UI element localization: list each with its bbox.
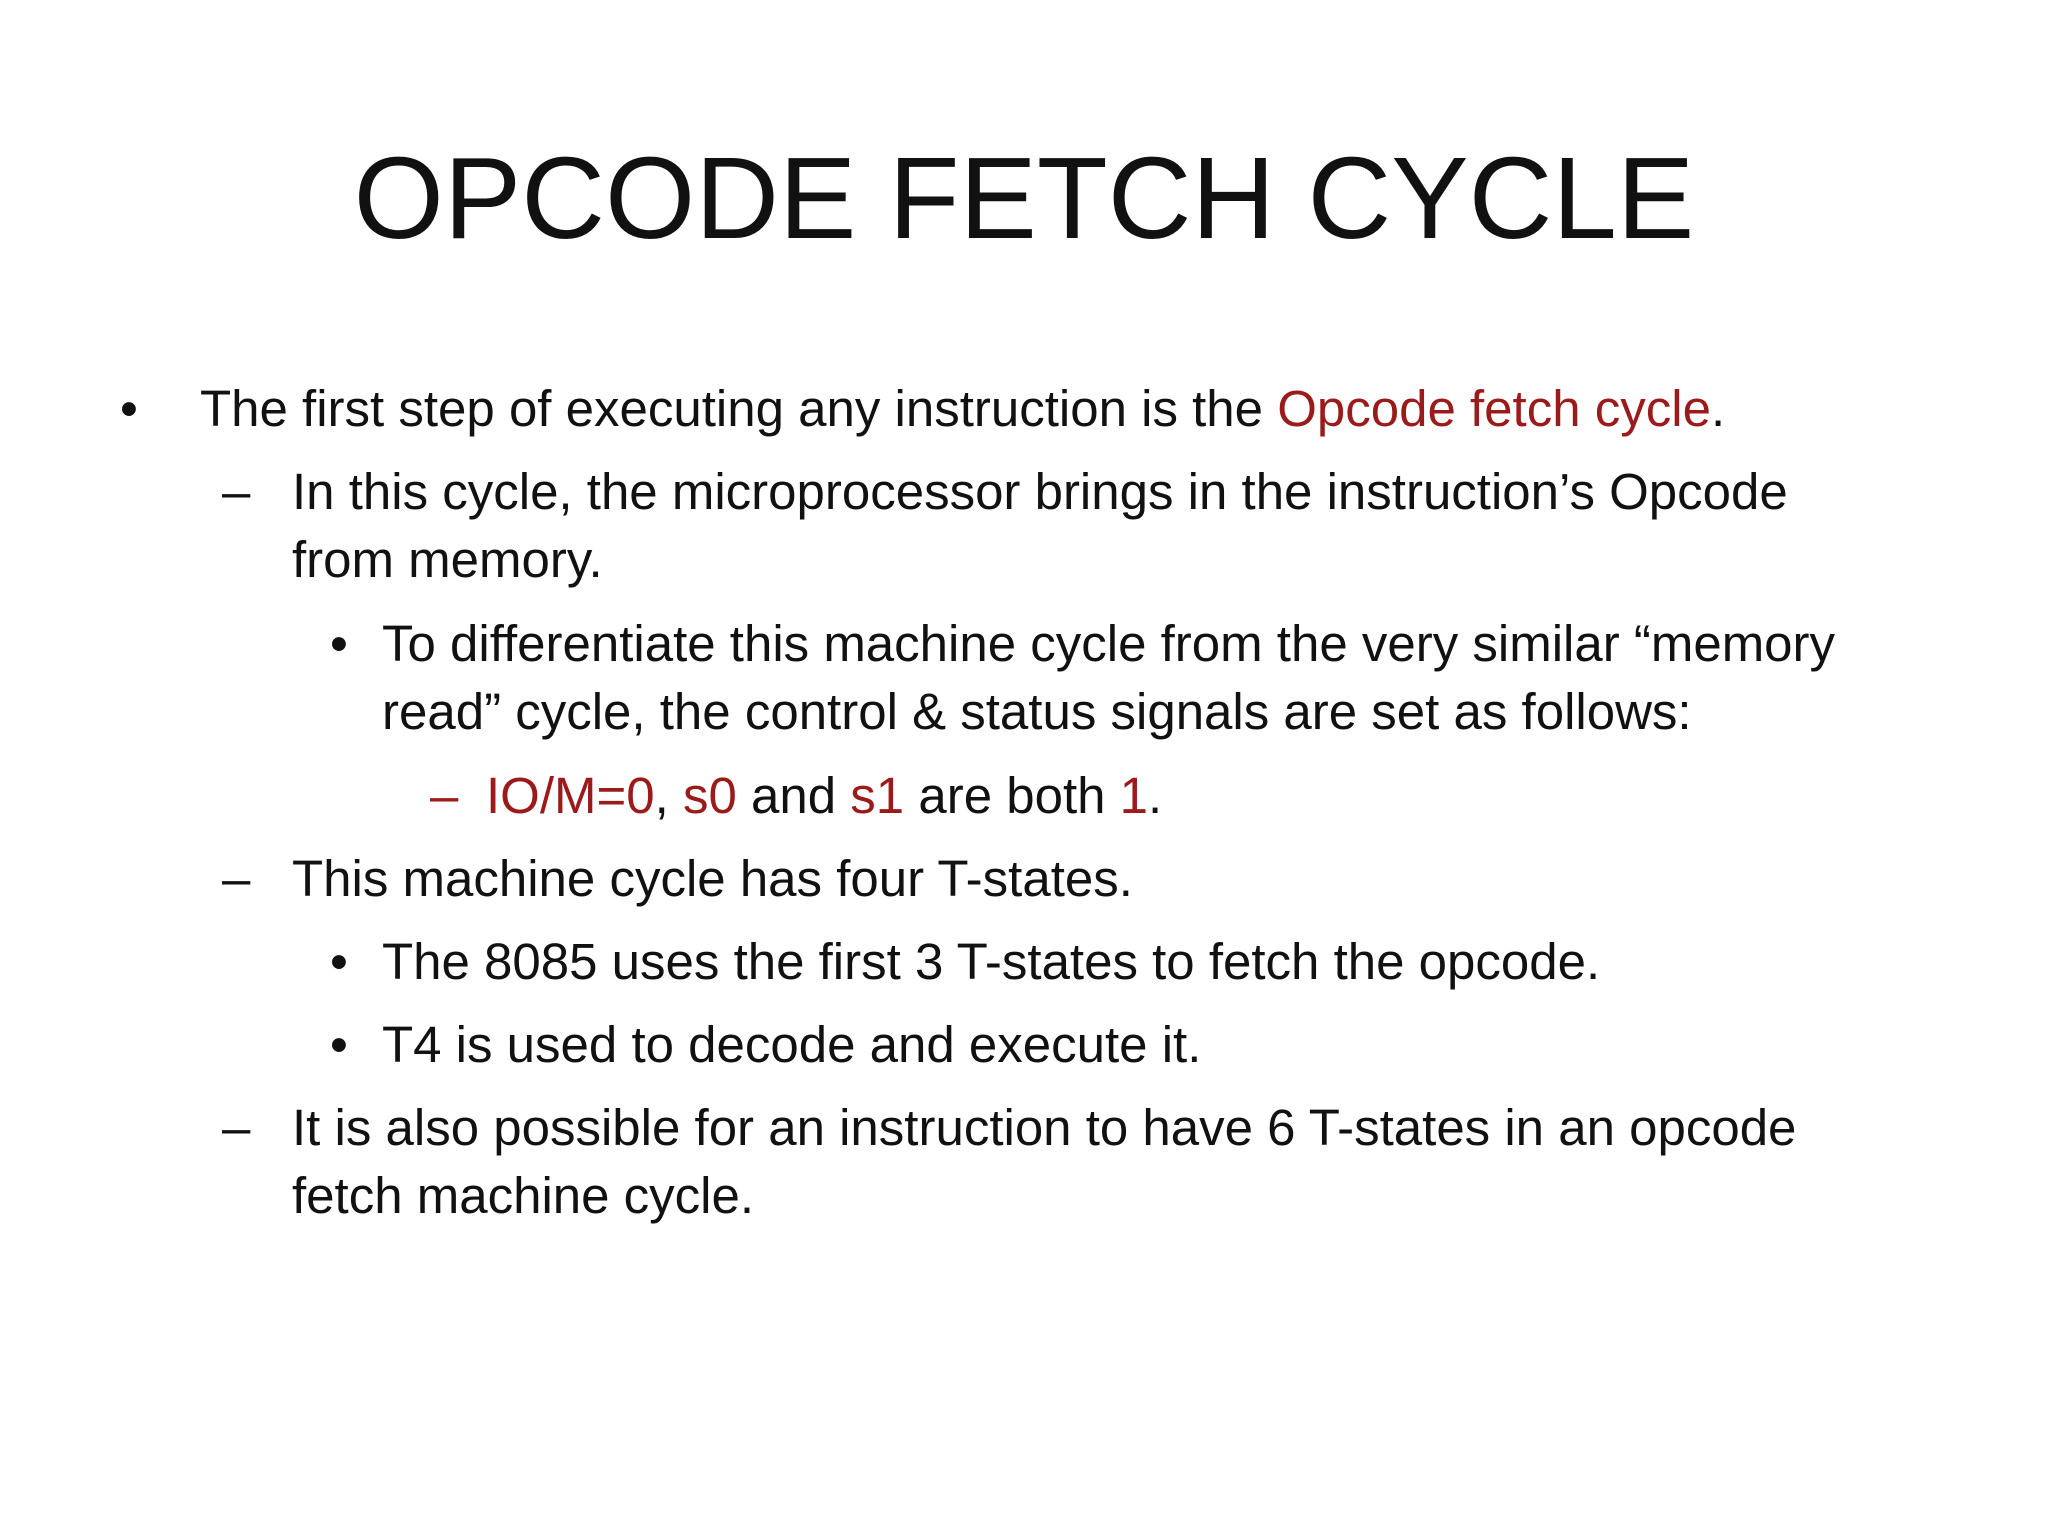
bullet-marker: • (330, 933, 348, 990)
bullet-text-part: . (1710, 380, 1726, 437)
bullet-text-part: The first step of executing any instruction is the (200, 380, 1278, 437)
dash-marker: – (222, 850, 251, 907)
slide-title: OPCODE FETCH CYCLE (353, 133, 1695, 263)
subbullet-six-t-states-line-1: It is also possible for an instruction to have 6 T-states in an opcode (292, 1099, 1797, 1156)
bullet-text-opcode-fetch (200, 375, 1725, 443)
signal-text: are both (904, 767, 1120, 824)
level3-line-1: To differentiate this machine cycle from the very similar “memory (382, 615, 1836, 672)
signal-text: and (736, 767, 851, 824)
subbullet-line-1: In this cycle, the microprocessor brings in the instruction’s Opcode (292, 463, 1788, 520)
dash-marker: – (430, 767, 459, 824)
bullet-marker: • (330, 1016, 348, 1073)
signal-s1: s1 (850, 767, 905, 824)
dash-marker: – (222, 1099, 251, 1156)
highlight-opcode-fetch-cycle: Opcode fetch cycle (1277, 380, 1711, 437)
signal-text: , (654, 767, 683, 824)
level3-line-2: read” cycle, the control & status signals are set as follows: (382, 683, 1692, 740)
subbullet-six-t-states-line-2: fetch machine cycle. (292, 1167, 755, 1224)
subbullet-line-2: from memory. (292, 531, 603, 588)
signal-settings-line (486, 762, 1162, 830)
signal-s0: s0 (682, 767, 737, 824)
bullet-marker: • (330, 615, 348, 672)
signal-io-m: IO/M=0 (486, 767, 655, 824)
level3-t4-decode: T4 is used to decode and execute it. (382, 1016, 1202, 1073)
subbullet-four-t-states: This machine cycle has four T-states. (292, 850, 1133, 907)
dash-marker: – (222, 463, 251, 520)
signal-value: 1 (1119, 767, 1149, 824)
level3-fetch-opcode: The 8085 uses the first 3 T-states to fetch the opcode. (382, 933, 1601, 990)
signal-text: . (1148, 767, 1163, 824)
bullet-marker: • (120, 380, 138, 437)
